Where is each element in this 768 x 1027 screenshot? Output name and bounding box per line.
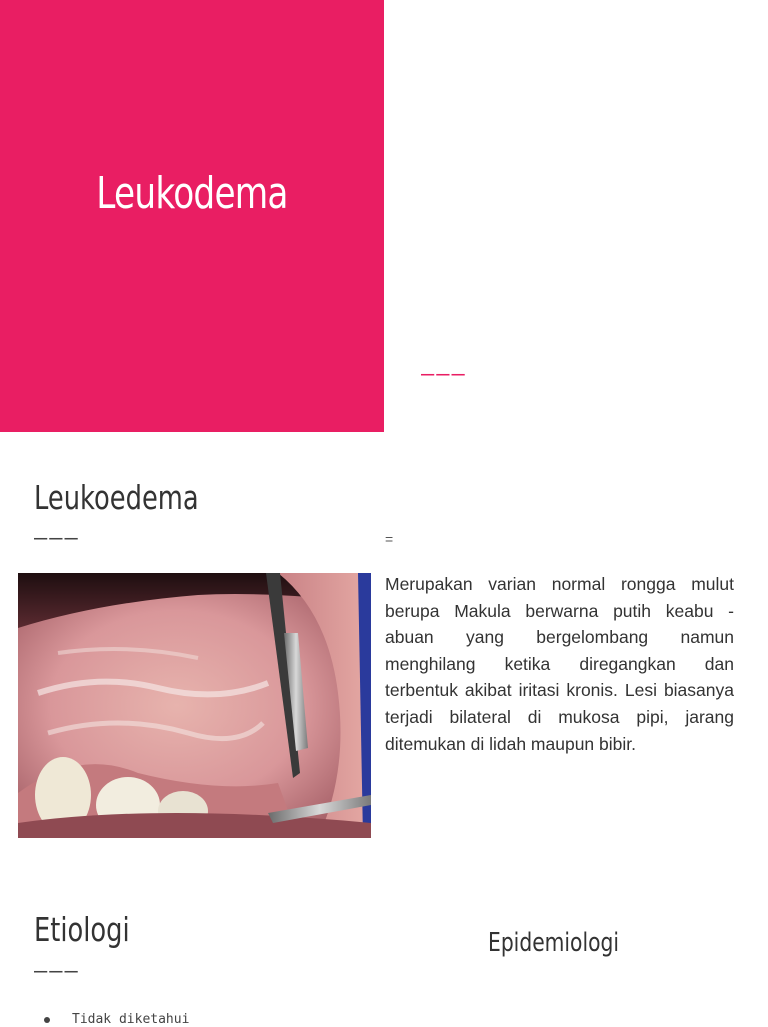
section-heading-etiologi: Etiologi: [34, 910, 130, 949]
slide-title: Leukodema: [96, 168, 288, 219]
list-item-text: Tidak diketahui: [72, 1012, 190, 1027]
bullet-icon: [44, 1017, 50, 1023]
section-heading-leukoedema: Leukoedema: [34, 478, 199, 517]
accent-dashes: ———: [421, 362, 467, 387]
section-heading-epidemiologi: Epidemiologi: [488, 928, 620, 958]
list-item: [44, 1012, 189, 1027]
etiologi-list: [44, 1012, 189, 1027]
equals-mark: =: [385, 531, 394, 547]
oral-mucosa-photo: [18, 573, 371, 838]
title-block: [0, 0, 384, 432]
heading-dashes: ———: [34, 526, 80, 551]
leukoedema-description: Merupakan varian normal rongga mulut berupa Makula berwarna putih keabu - abuan yang bergelombang namun menghilang ketika diregangkan dan terbentuk akibat iritasi kronis. Lesi biasanya terjadi bilateral di mukosa pipi, jarang ditemukan di lidah maupun bibir.: [385, 574, 734, 754]
heading-dashes: ———: [34, 959, 80, 984]
